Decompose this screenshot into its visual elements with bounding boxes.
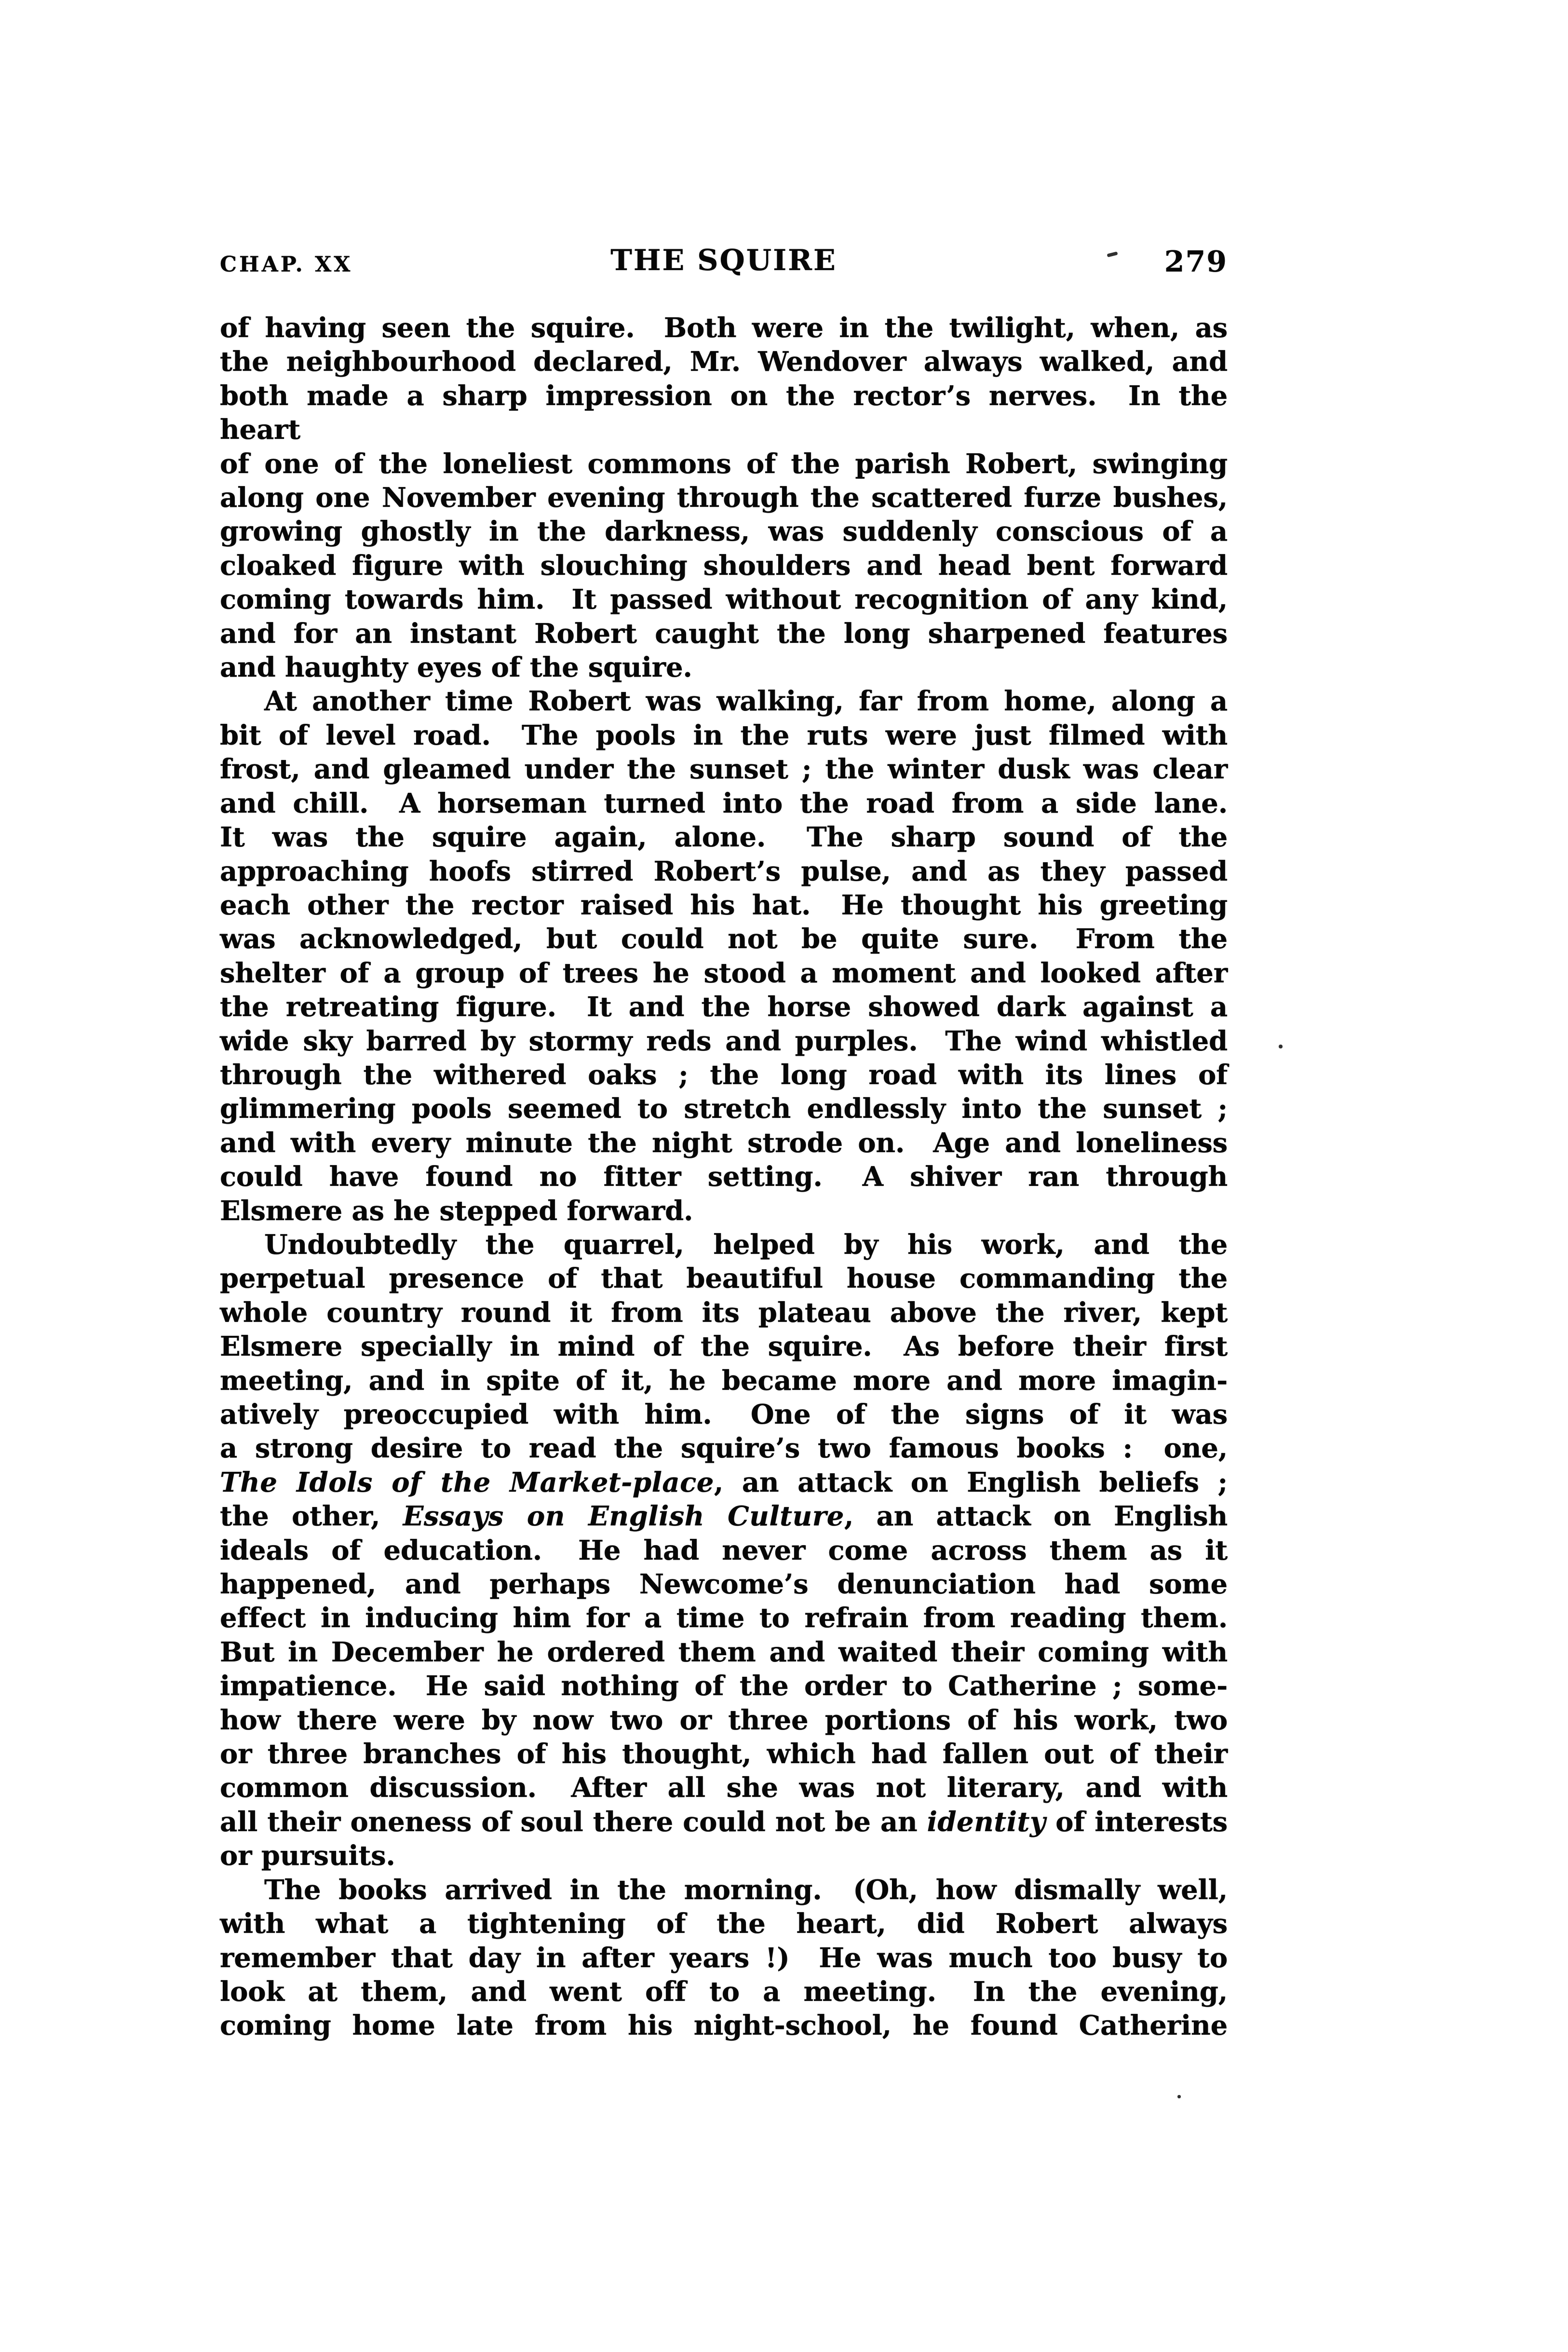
- ink-speck: [1177, 2095, 1181, 2098]
- text-line: At another time Robert was walking, far from home, along a: [264, 685, 1228, 718]
- text-line: meeting, and in spite of it, he became more and more imagin-: [220, 1364, 1228, 1397]
- text-line: The Idols of the Market-place, an attack on English beliefs ;: [220, 1466, 1228, 1498]
- text-line: bit of level road. The pools in the ruts were just filmed with: [220, 719, 1228, 751]
- page-number: 279: [1164, 245, 1228, 279]
- text-line: or pursuits.: [220, 1840, 395, 1872]
- text-line: glimmering pools seemed to stretch endlessly into the sunset ;: [220, 1093, 1228, 1125]
- text-line: each other the rector raised his hat. He thought his greeting: [220, 889, 1228, 921]
- text-line: remember that day in after years !) He was much too busy to: [220, 1942, 1228, 1974]
- text-line: approaching hoofs stirred Robert’s pulse, and as they passed: [220, 855, 1228, 887]
- text-line: Elsmere specially in mind of the squire. As before their first: [220, 1331, 1228, 1363]
- text-line: and chill. A horseman turned into the road from a side lane.: [220, 787, 1228, 819]
- text-line: through the withered oaks ; the long road with its lines of: [220, 1059, 1228, 1091]
- text-line: It was the squire again, alone. The sharp sound of the: [220, 821, 1228, 854]
- chapter-label: CHAP. XX: [220, 252, 353, 277]
- text-line: or three branches of his thought, which had fallen out of their: [220, 1738, 1228, 1770]
- text-line: with what a tightening of the heart, did Robert always: [220, 1908, 1228, 1940]
- text-line: growing ghostly in the darkness, was suddenly conscious of a: [220, 516, 1228, 548]
- text-line: impatience. He said nothing of the order to Catherine ; some-: [220, 1670, 1228, 1702]
- text-line: shelter of a group of trees he stood a moment and looked after: [220, 957, 1228, 989]
- text-line: The books arrived in the morning. (Oh, how dismally well,: [264, 1874, 1228, 1906]
- text-line: cloaked figure with slouching shoulders and head bent forward: [220, 549, 1228, 582]
- text-line: and haughty eyes of the squire.: [220, 652, 692, 684]
- text-line: was acknowledged, but could not be quite sure. From the: [220, 923, 1228, 955]
- text-line: But in December he ordered them and waited their coming with: [220, 1636, 1228, 1668]
- text-line: of having seen the squire. Both were in the twilight, when, as: [220, 312, 1228, 344]
- text-line: could have found no fitter setting. A shiver ran through: [220, 1161, 1228, 1193]
- text-line: atively preoccupied with him. One of the signs of it was: [220, 1399, 1228, 1430]
- text-line: of one of the loneliest commons of the parish Robert, swinging: [220, 448, 1228, 480]
- text-line: both made a sharp impression on the rector’s nerves. In the heart: [220, 380, 1228, 446]
- text-line: effect in inducing him for a time to refrain from reading them.: [220, 1602, 1228, 1634]
- text-line: the neighbourhood declared, Mr. Wendover always walked, and: [220, 346, 1228, 378]
- text-line: happened, and perhaps Newcome’s denunciation had some: [220, 1568, 1228, 1601]
- text-line: how there were by now two or three portions of his work, two: [220, 1704, 1228, 1736]
- text-line: perpetual presence of that beautiful house commanding the: [220, 1263, 1228, 1295]
- page-body-text: [220, 311, 1228, 2043]
- text-line: a strong desire to read the squire’s two famous books : one,: [220, 1432, 1228, 1465]
- ink-speck: [1279, 1045, 1283, 1048]
- text-line: wide sky barred by stormy reds and purples. The wind whistled: [220, 1025, 1228, 1057]
- text-line: Elsmere as he stepped forward.: [220, 1195, 693, 1227]
- text-line: and for an instant Robert caught the long sharpened features: [220, 617, 1228, 650]
- text-line: the retreating figure. It and the horse showed dark against a: [220, 991, 1228, 1023]
- running-head: [220, 0, 1228, 318]
- text-line: the other, Essays on English Culture, an attack on English: [220, 1500, 1228, 1533]
- text-line: along one November evening through the scattered furze bushes,: [220, 482, 1228, 514]
- text-line: whole country round it from its plateau above the river, kept: [220, 1296, 1228, 1329]
- text-line: ideals of education. He had never come across them as it: [220, 1534, 1228, 1566]
- text-line: common discussion. After all she was not literary, and with: [220, 1772, 1228, 1804]
- text-line: coming towards him. It passed without recognition of any kind,: [220, 584, 1228, 616]
- text-line: coming home late from his night-school, he found Catherine: [220, 2010, 1228, 2042]
- text-line: frost, and gleamed under the sunset ; the winter dusk was clear: [220, 753, 1228, 786]
- text-line: and with every minute the night strode on. Age and loneliness: [220, 1127, 1228, 1159]
- text-line: Undoubtedly the quarrel, helped by his work, and the: [264, 1228, 1228, 1261]
- page-title: THE SQUIRE: [610, 244, 837, 277]
- text-line: look at them, and went off to a meeting. In the evening,: [220, 1975, 1228, 2008]
- text-line: all their oneness of soul there could not be an identity of interests: [220, 1806, 1228, 1838]
